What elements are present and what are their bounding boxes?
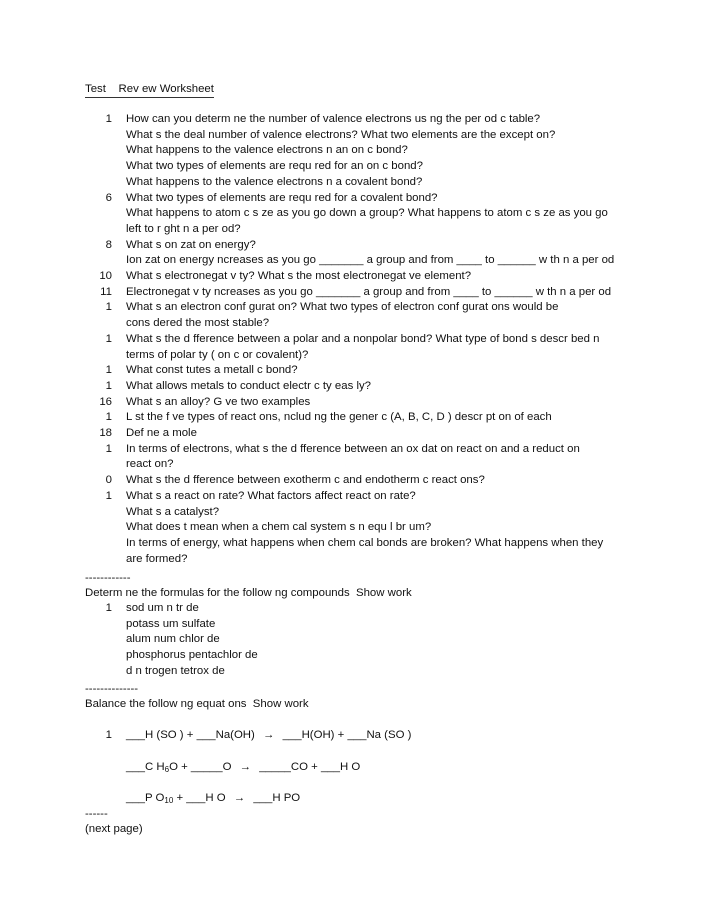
question-text: terms of polar ty ( on c or covalent)? (126, 348, 309, 361)
question-number: 11 (100, 285, 112, 298)
subscript: 6 (164, 765, 170, 774)
question-item (0, 426, 714, 442)
question-number: 8 (105, 238, 112, 251)
reaction-arrow-icon: → (233, 792, 246, 804)
question-item (0, 143, 714, 159)
question-text: What s a react on rate? What factors affect react on rate? (126, 489, 416, 502)
question-list (0, 112, 714, 567)
question-number: 1 (105, 301, 112, 314)
subscript: 10 (164, 796, 174, 805)
separator: ------ (85, 808, 108, 820)
reaction-arrow-icon: → (239, 761, 252, 773)
equation-reactant: ___P O (126, 792, 165, 804)
question-text: What s an electron conf gurat on? What two types of electron conf gurat ons would be (126, 301, 559, 314)
question-item (0, 191, 714, 207)
question-text: What happens to atom c s ze as you go down a group? What happens to atom c s ze as you go (126, 207, 608, 220)
equation-reactants: ___H (SO ) + ___Na(OH) (126, 729, 255, 741)
question-number: 1 (105, 364, 112, 377)
equation-products: ___H(OH) + ___Na (SO ) (282, 729, 412, 741)
question-text: What const tutes a metall c bond? (126, 364, 298, 377)
question-number: 10 (99, 270, 112, 283)
equation-number: 1 (105, 729, 112, 741)
reaction-arrow-icon: → (263, 729, 275, 741)
question-text: What s the deal number of valence electrons? What two elements are the except on? (126, 128, 556, 141)
question-text: L st the f ve types of react ons, nclud ng the gener c (A, B, C, D ) descr pt on of each (126, 411, 552, 424)
question-item (0, 489, 714, 505)
question-item (0, 112, 714, 128)
question-number: 1 (105, 489, 112, 502)
question-text: cons dered the most stable? (126, 317, 270, 330)
question-text: What s the d fference between exotherm c and endotherm c react ons? (126, 474, 485, 487)
question-text: What does t mean when a chem cal system s n equ l br um? (126, 521, 432, 534)
question-text: are formed? (126, 552, 188, 565)
question-item (0, 238, 714, 254)
question-item (0, 269, 714, 285)
question-number: 1 (105, 379, 112, 392)
question-item (0, 363, 714, 379)
question-text: What two types of elements are requ red for an on c bond? (126, 160, 423, 173)
equation-row (0, 760, 714, 777)
question-number: 1 (105, 332, 112, 345)
question-text: In terms of energy, what happens when chem cal bonds are broken? What happens when they (126, 536, 604, 549)
formulas-heading: Determ ne the formulas for the follow ng compounds Show work (85, 587, 412, 599)
question-item (0, 520, 714, 536)
question-text: What two types of elements are requ red for a covalent bond? (126, 191, 438, 204)
question-item (0, 159, 714, 175)
question-item (0, 175, 714, 191)
formula-item (0, 648, 714, 664)
question-item (0, 206, 714, 237)
equation-reactant: O + _____O (169, 761, 232, 773)
formula-item (0, 601, 714, 617)
compound-name: potass um sulfate (126, 617, 216, 630)
question-item (0, 379, 714, 395)
formula-item (0, 617, 714, 633)
question-item (0, 536, 714, 567)
question-number: 6 (105, 191, 112, 204)
question-item (0, 300, 714, 331)
question-text: How can you determ ne the number of valence electrons us ng the per od c table? (126, 113, 541, 125)
page-title: Test Rev ew Worksheet (85, 82, 214, 98)
equation-reactant: + ___H O (173, 792, 226, 804)
compound-name: d n trogen tetrox de (126, 664, 225, 677)
question-number: 0 (105, 474, 112, 487)
question-text: What happens to the valence electrons n an on c bond? (126, 144, 408, 157)
question-item (0, 285, 714, 301)
equation-row (0, 728, 714, 742)
question-text: What s the d fference between a polar and a nonpolar bond? What type of bond s descr bed n (126, 332, 600, 345)
question-text: What s an alloy? G ve two examples (126, 395, 311, 408)
question-text: react on? (126, 458, 174, 471)
equation-row (0, 791, 714, 808)
compound-name: phosphorus pentachlor de (126, 649, 258, 662)
question-item (0, 505, 714, 521)
compound-name: alum num chlor de (126, 633, 220, 646)
question-text: Def ne a mole (126, 427, 197, 440)
formula-list (0, 601, 714, 680)
question-text: What happens to the valence electrons n a covalent bond? (126, 175, 423, 188)
question-number: 18 (99, 427, 112, 440)
question-number: 1 (105, 113, 112, 125)
next-page-note: (next page) (85, 823, 143, 835)
question-text: Electronegat v ty ncreases as you go _______ a group and from ____ to ______ w th n a per od (126, 285, 612, 298)
question-text: left to r ght n a per od? (126, 222, 241, 235)
balance-heading: Balance the follow ng equat ons Show work (85, 698, 309, 710)
separator: -------------- (85, 683, 139, 695)
formula-item (0, 664, 714, 680)
question-item (0, 332, 714, 363)
separator: ------------ (85, 572, 131, 584)
formula-item (0, 632, 714, 648)
question-text: In terms of electrons, what s the d fference between an ox dat on react on and a reduct on (126, 442, 580, 455)
equation-reactant: ___C H (126, 761, 165, 773)
question-item (0, 253, 714, 269)
question-text: What s electronegat v ty? What s the most electronegat ve element? (126, 270, 472, 283)
question-text: What allows metals to conduct electr c ty eas ly? (126, 379, 371, 392)
compound-name: sod um n tr de (126, 602, 199, 614)
question-text: Ion zat on energy ncreases as you go _______ a group and from ____ to ______ w th n a per od (126, 254, 615, 267)
question-number: 1 (105, 442, 112, 455)
question-item (0, 473, 714, 489)
question-text: What s a catalyst? (126, 505, 220, 518)
question-text: What s on zat on energy? (126, 238, 256, 251)
question-number: 16 (99, 395, 112, 408)
formula-number: 1 (105, 602, 112, 614)
question-item (0, 395, 714, 411)
equation-products: ___H PO (253, 792, 301, 804)
question-item (0, 410, 714, 426)
question-item (0, 442, 714, 473)
equation-products: _____CO + ___H O (259, 761, 361, 773)
question-number: 1 (105, 411, 112, 424)
question-item (0, 128, 714, 144)
